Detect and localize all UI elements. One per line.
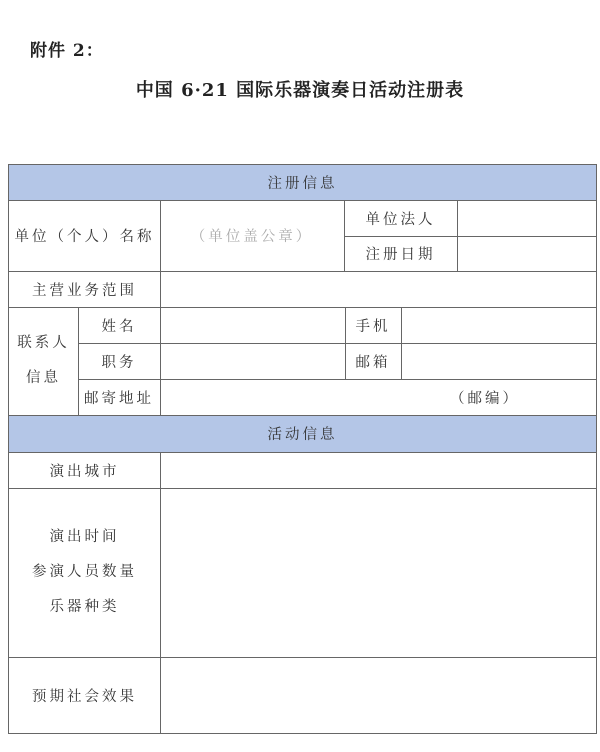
table-border: [596, 164, 597, 734]
column-divider: [457, 200, 458, 271]
column-divider: [160, 200, 161, 415]
social-effect-field[interactable]: [160, 657, 596, 733]
column-divider: [78, 307, 79, 415]
row-divider: [78, 379, 597, 380]
row-divider: [8, 307, 597, 308]
row-divider: [8, 200, 597, 201]
page-title: 中国 6·21 国际乐器演奏日活动注册表: [135, 80, 465, 101]
contact-group-label-line2: 信息: [26, 370, 61, 386]
position-label: 职务: [101, 354, 137, 371]
row-divider: [8, 488, 597, 489]
instrument-type-label: 乐器种类: [49, 599, 120, 615]
registration-section-header: 注册信息: [9, 164, 596, 200]
row-divider: [344, 236, 597, 237]
position-field[interactable]: [160, 343, 345, 379]
activity-section-header: 活动信息: [9, 415, 596, 452]
row-divider: [8, 271, 597, 272]
unit-name-label: 单位（个人）名称: [14, 229, 155, 245]
column-divider: [401, 307, 402, 379]
row-divider: [78, 343, 597, 344]
register-date-field[interactable]: [457, 236, 596, 271]
table-border: [8, 733, 597, 734]
table-border: [8, 164, 597, 165]
contact-name-field[interactable]: [160, 307, 345, 343]
contact-name-label: 姓名: [101, 318, 137, 335]
legal-person-label: 单位法人: [365, 211, 436, 228]
city-field[interactable]: [160, 452, 596, 488]
address-field[interactable]: [160, 379, 596, 415]
row-divider: [8, 657, 597, 658]
business-scope-field[interactable]: [160, 271, 596, 307]
contact-group-label-line1: 联系人: [17, 335, 70, 351]
business-scope-label: 主营业务范围: [32, 282, 137, 299]
contact-group-label: [9, 307, 78, 415]
postcode-label: （邮编）: [450, 390, 520, 407]
column-divider: [160, 452, 161, 733]
phone-field[interactable]: [401, 307, 596, 343]
table-border: [8, 164, 9, 734]
row-divider: [8, 452, 597, 453]
unit-name-field[interactable]: （单位盖公章）: [190, 229, 314, 245]
social-effect-label: 预期社会效果: [32, 688, 137, 705]
email-field[interactable]: [401, 343, 596, 379]
row-divider: [8, 415, 597, 416]
legal-person-field[interactable]: [457, 200, 596, 236]
email-label: 邮箱: [355, 354, 391, 371]
register-date-label: 注册日期: [365, 247, 436, 263]
phone-label: 手机: [355, 318, 391, 335]
details-field[interactable]: [160, 488, 596, 657]
column-divider: [344, 200, 345, 271]
performer-count-label: 参演人员数量: [32, 564, 137, 580]
performance-time-label: 演出时间: [49, 529, 120, 545]
details-labels: [9, 488, 160, 657]
address-label: 邮寄地址: [84, 390, 154, 407]
attachment-label: 附件 2：: [30, 41, 104, 61]
city-label: 演出城市: [49, 463, 120, 480]
column-divider: [345, 307, 346, 379]
